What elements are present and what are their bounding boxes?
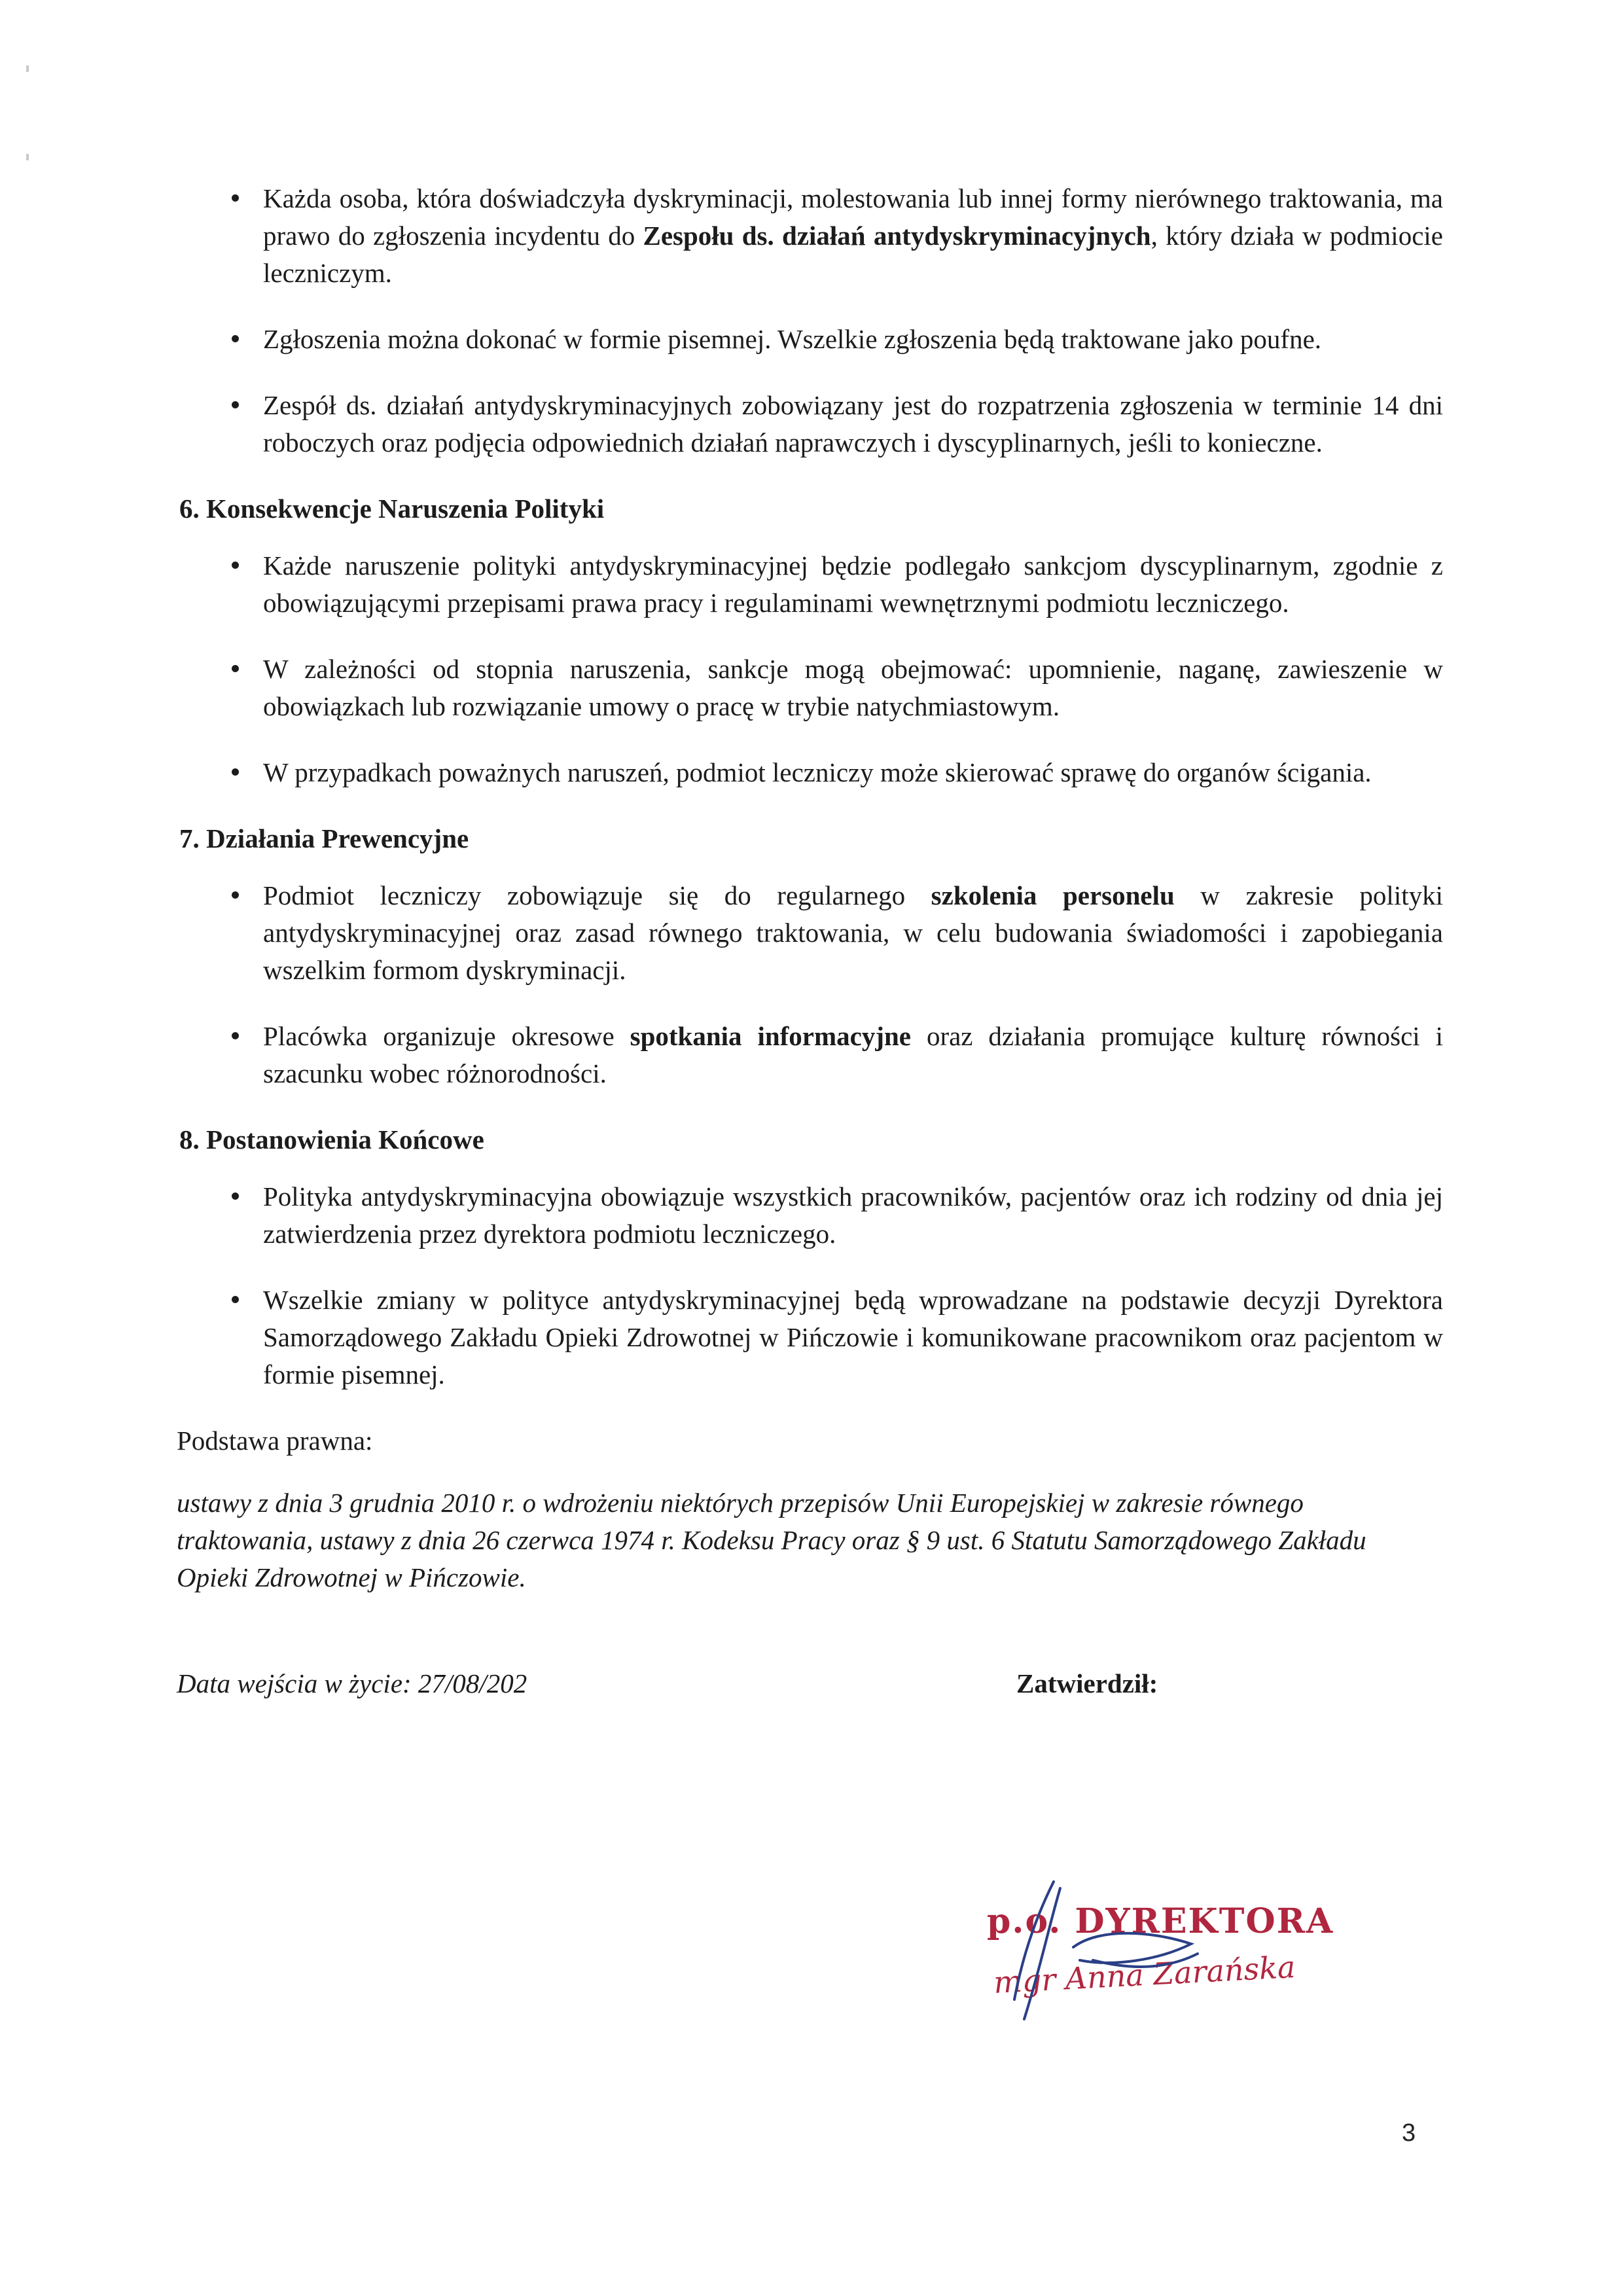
bold-term: szkolenia personelu bbox=[931, 880, 1175, 910]
approved-by-label: Zatwierdził: bbox=[1016, 1668, 1158, 1698]
stamp-title: p.o. DYREKTORA bbox=[987, 1901, 1334, 1941]
bold-term: Zespołu ds. działań antydyskryminacyjnych bbox=[643, 221, 1151, 251]
list-item: W zależności od stopnia naruszenia, sankcje mogą obejmować: upomnienie, naganę, zawieszenie w obowiązkach lub rozwiązanie umowy o pracę w trybie natychmiastowym. bbox=[177, 651, 1443, 725]
section-7-list bbox=[177, 877, 1443, 1092]
section-8-list bbox=[177, 1178, 1443, 1393]
scan-margin-mark bbox=[26, 65, 29, 72]
scan-margin-mark bbox=[26, 154, 29, 160]
document-content bbox=[177, 180, 1443, 1717]
section-5-list bbox=[177, 180, 1443, 461]
list-item: Zgłoszenia można dokonać w formie pisemnej. Wszelkie zgłoszenia będą traktowane jako poufne. bbox=[177, 321, 1443, 358]
list-item: W przypadkach poważnych naruszeń, podmiot leczniczy może skierować sprawę do organów ścigania. bbox=[177, 754, 1443, 791]
list-item: Placówka organizuje okresowe spotkania informacyjne oraz działania promujące kulturę równości i szacunku wobec różnorodności. bbox=[177, 1018, 1443, 1092]
page-number: 3 bbox=[1402, 2119, 1416, 2147]
signature-stamp bbox=[962, 1869, 1334, 2032]
effective-date: Data wejścia w życie: 27/08/202 bbox=[177, 1668, 527, 1698]
section-heading: 6. Konsekwencje Naruszenia Polityki bbox=[179, 493, 605, 524]
section-6-list bbox=[177, 547, 1443, 791]
section-heading: 8. Postanowienia Końcowe bbox=[179, 1124, 484, 1155]
handwritten-signature bbox=[962, 1869, 1289, 2032]
list-item: Zespół ds. działań antydyskryminacyjnych zobowiązany jest do rozpatrzenia zgłoszenia w terminie 14 dni roboczych oraz podjęcia odpowiednich działań naprawczych i dyscyplinarnych, jeśli to konieczne. bbox=[177, 387, 1443, 461]
list-item: Podmiot leczniczy zobowiązuje się do regularnego szkolenia personelu w zakresie polityki antydyskryminacyjnej oraz zasad równego traktowania, w celu budowania świadomości i zapobiegania wszelkim formom dyskryminacji. bbox=[177, 877, 1443, 989]
list-item: Każda osoba, która doświadczyła dyskryminacji, molestowania lub innej formy nierównego traktowania, ma prawo do zgłoszenia incydentu do Zespołu ds. działań antydyskryminacyjnych, który działa w podmiocie leczniczym. bbox=[177, 180, 1443, 292]
list-item: Każde naruszenie polityki antydyskryminacyjnej będzie podlegało sankcjom dyscyplinarnym, zgodnie z obowiązującymi przepisami prawa pracy i regulaminami wewnętrznymi podmiotu leczniczego. bbox=[177, 547, 1443, 622]
section-heading: 7. Działania Prewencyjne bbox=[179, 823, 469, 853]
footer-row bbox=[177, 1665, 1443, 1717]
stamp-name: mgr Anna Zarańska bbox=[992, 1948, 1296, 2001]
legal-basis-label: Podstawa prawna: bbox=[177, 1426, 373, 1456]
list-item: Polityka antydyskryminacyjna obowiązuje wszystkich pracowników, pacjentów oraz ich rodziny od dnia jej zatwierdzenia przez dyrektora podmiotu leczniczego. bbox=[177, 1178, 1443, 1253]
list-item: Wszelkie zmiany w polityce antydyskryminacyjnej będą wprowadzane na podstawie decyzji Dyrektora Samorządowego Zakładu Opieki Zdrowotnej w Pińczowie i komunikowane pracownikom oraz pacjentom w formie pisemnej. bbox=[177, 1282, 1443, 1393]
legal-basis-text: ustawy z dnia 3 grudnia 2010 r. o wdrożeniu niektórych przepisów Unii Europejskiej w zakresie równego traktowania, ustawy z dnia 26 czerwca 1974 r. Kodeksu Pracy oraz § 9 ust. 6 Statutu Samorządowego Zakładu Opieki Zdrowotnej w Pińczowie. bbox=[177, 1488, 1366, 1592]
bold-term: spotkania informacyjne bbox=[630, 1021, 912, 1051]
